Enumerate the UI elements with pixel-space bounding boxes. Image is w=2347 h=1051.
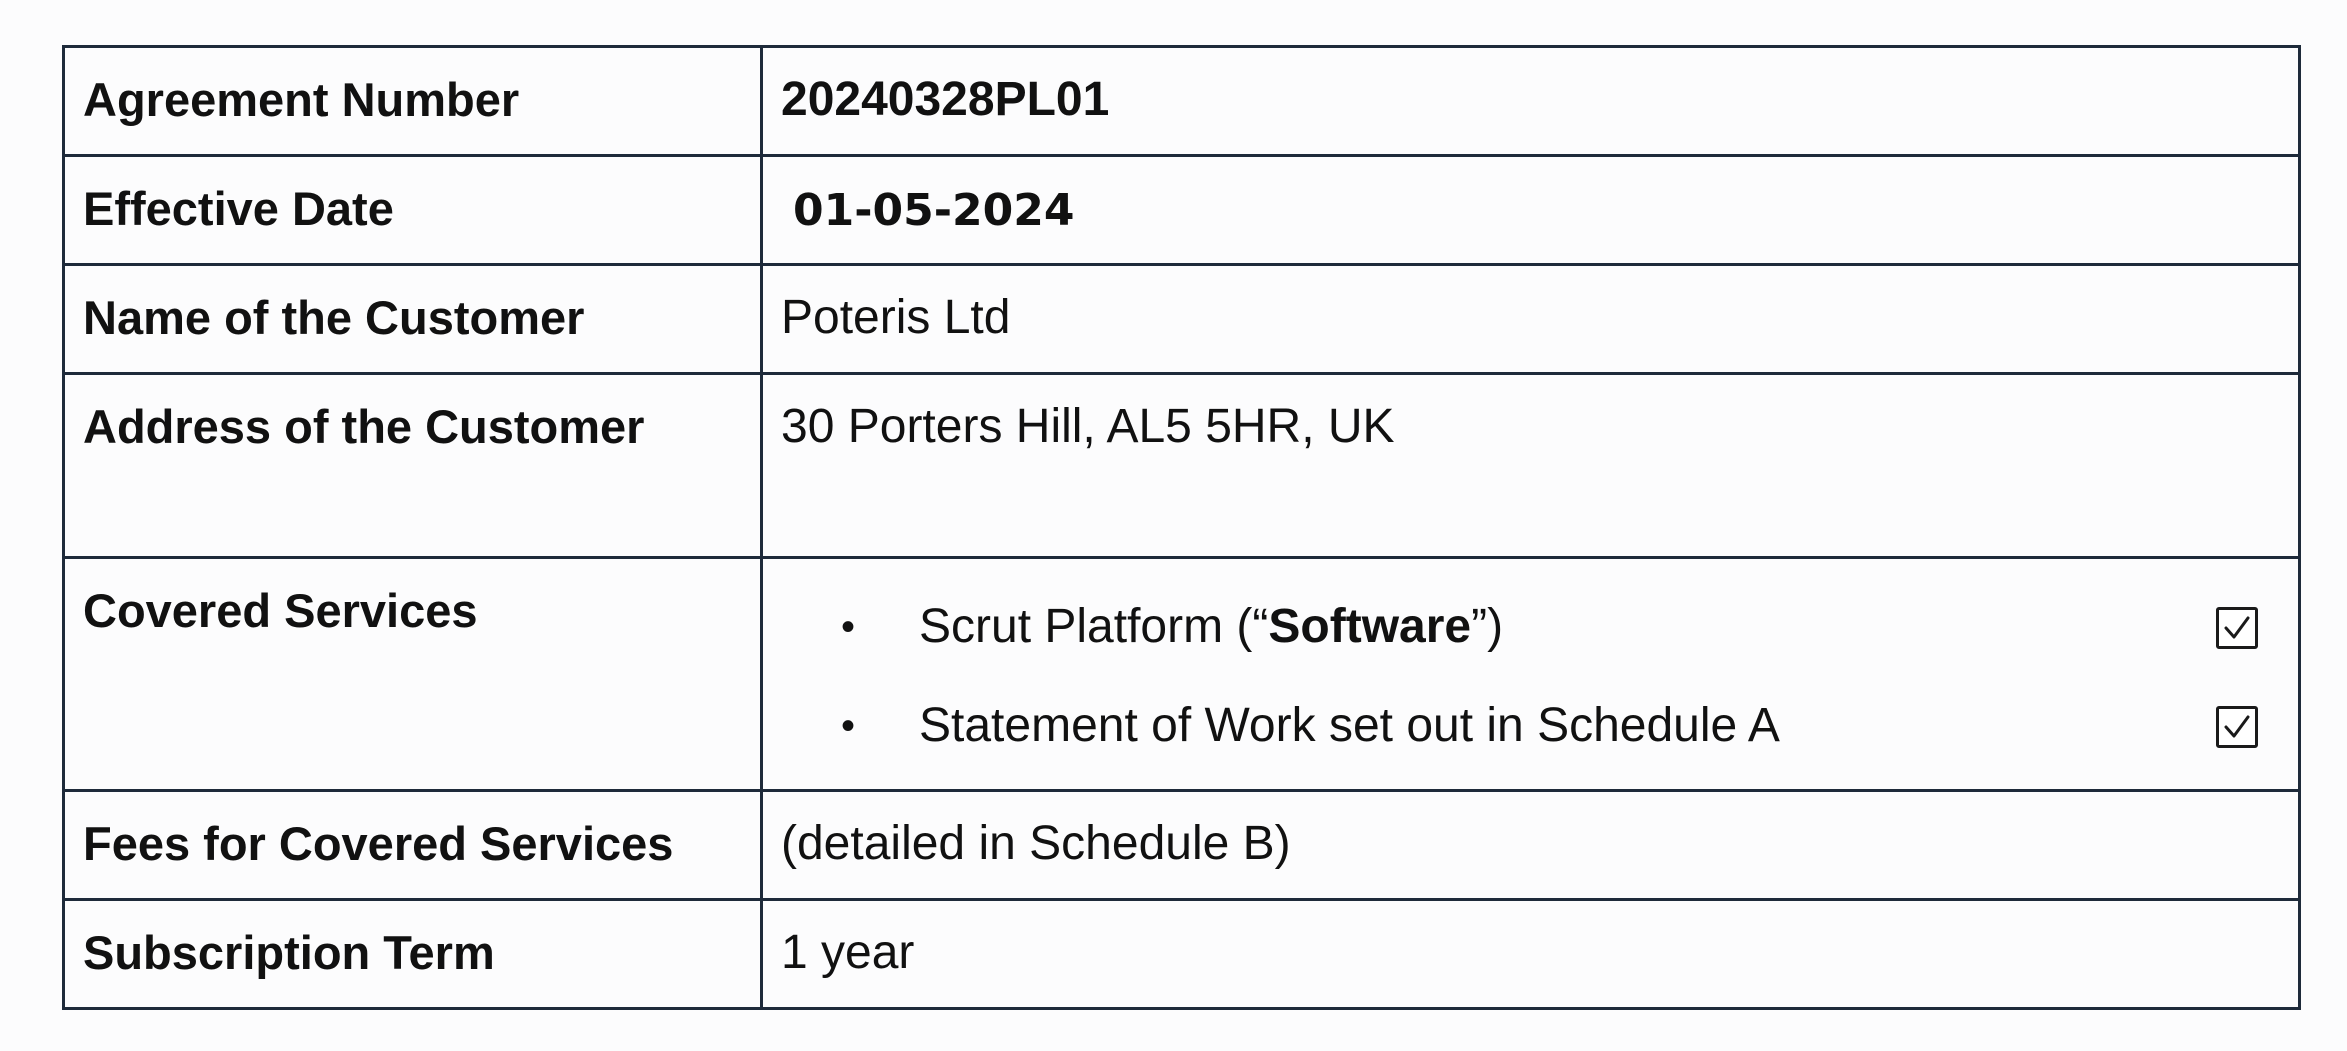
- table-row-customer-address: [64, 374, 2300, 558]
- table-row-fees: [64, 791, 2300, 900]
- table-row-covered-services: [64, 558, 2300, 791]
- value-cell: [762, 265, 2300, 374]
- customer-address-value: 30 Porters Hill, AL5 5HR, UK: [781, 400, 1395, 453]
- bullet-icon: •: [841, 605, 856, 649]
- value-cell: [762, 47, 2300, 156]
- value-cell: [762, 791, 2300, 900]
- service-sow-text: Statement of Work set out in Schedule A: [919, 699, 1780, 752]
- label-cell: [64, 265, 762, 374]
- covered-services-label: Covered Services: [83, 584, 478, 637]
- agreement-number-label: Agreement Number: [83, 73, 520, 126]
- label-cell: [64, 558, 762, 791]
- service-software-prefix: Scrut Platform (“: [919, 600, 1269, 653]
- label-cell: [64, 47, 762, 156]
- checkmark-icon: [2223, 713, 2251, 741]
- customer-address-label: Address of the Customer: [83, 400, 645, 453]
- agreement-summary-table: [62, 45, 2301, 1010]
- table-row-effective-date: [64, 156, 2300, 265]
- customer-name-value: Poteris Ltd: [781, 291, 1011, 344]
- list-item-statement-of-work: [763, 696, 2298, 756]
- effective-date-label: Effective Date: [83, 182, 394, 235]
- list-item-software: [763, 597, 2298, 657]
- table-row-customer-name: [64, 265, 2300, 374]
- service-software-suffix: ”): [1471, 600, 1504, 653]
- service-software-emphasis: Software: [1268, 600, 1472, 653]
- table-row-subscription-term: [64, 900, 2300, 1009]
- customer-name-label: Name of the Customer: [83, 291, 585, 344]
- label-cell: [64, 900, 762, 1009]
- effective-date-value: 01-05-2024: [793, 185, 1075, 236]
- covered-services-list: [763, 559, 2298, 789]
- software-checkbox[interactable]: [2216, 607, 2258, 649]
- fees-label: Fees for Covered Services: [83, 817, 674, 870]
- label-cell: [64, 791, 762, 900]
- value-cell: [762, 558, 2300, 791]
- table-row-agreement-number: [64, 47, 2300, 156]
- agreement-number-value: 20240328PL01: [781, 73, 1110, 126]
- label-cell: [64, 156, 762, 265]
- checkmark-icon: [2223, 614, 2251, 642]
- value-cell: [762, 374, 2300, 558]
- subscription-term-label: Subscription Term: [83, 926, 495, 979]
- subscription-term-value: 1 year: [781, 926, 915, 979]
- service-software-text: [919, 597, 1503, 657]
- fees-value: (detailed in Schedule B): [781, 817, 1291, 870]
- bullet-icon: •: [841, 704, 856, 748]
- value-cell: [762, 156, 2300, 265]
- label-cell: [64, 374, 762, 558]
- statement-of-work-checkbox[interactable]: [2216, 706, 2258, 748]
- value-cell: [762, 900, 2300, 1009]
